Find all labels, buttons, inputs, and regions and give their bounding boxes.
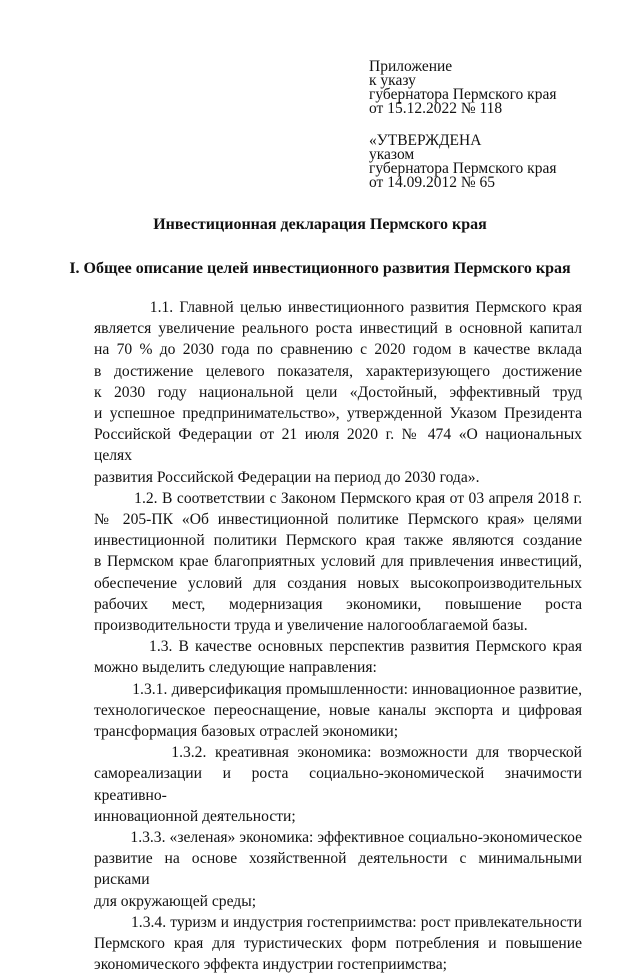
body-line: и успешное предпринимательство», утвержденной Указом Президента bbox=[94, 405, 582, 423]
body-line: Пермского края для туристических форм потребления и повышение bbox=[94, 935, 582, 953]
approval-line: указом bbox=[369, 146, 415, 163]
annex-block bbox=[369, 60, 556, 116]
body-line: 1.3.4. туризм и индустрия гостеприимства: рост привлекательности bbox=[94, 913, 582, 931]
document-body bbox=[94, 297, 582, 976]
body-line: рабочих мест, модернизация экономики, повышение роста bbox=[94, 595, 582, 613]
body-line: является увеличение реального роста инвестиций в основной капитал bbox=[94, 320, 582, 338]
body-line: в достижение целевого показателя, характеризующего достижение bbox=[94, 362, 582, 380]
approval-line: от 14.09.2012 № 65 bbox=[369, 174, 495, 191]
annex-line: губернатора Пермского края bbox=[369, 86, 557, 103]
annex-line: к указу bbox=[369, 72, 416, 89]
body-line: трансформация базовых отраслей экономики; bbox=[94, 723, 399, 741]
body-line: самореализации и роста социально-экономической значимости креативно- bbox=[94, 765, 582, 804]
body-line: инновационной деятельности; bbox=[94, 807, 296, 825]
body-line: для окружающей среды; bbox=[94, 892, 257, 910]
body-line: 1.2. В соответствии с Законом Пермского края от 03 апреля 2018 г. bbox=[94, 489, 582, 507]
body-line: 1.3. В качестве основных перспектив развития Пермского края bbox=[94, 638, 582, 656]
body-line: производительности труда и увеличение налогооблагаемой базы. bbox=[94, 617, 528, 635]
body-line: к 2030 году национальной цели «Достойный, эффективный труд bbox=[94, 383, 582, 401]
body-line: технологическое переоснащение, новые каналы экспорта и цифровая bbox=[94, 701, 582, 719]
body-line: 1.1. Главной целью инвестиционного развития Пермского края bbox=[94, 299, 582, 316]
annex-line: Приложение bbox=[369, 58, 453, 75]
body-line: 1.3.3. «зеленая» экономика: эффективное социально-экономическое bbox=[94, 829, 582, 847]
document-title: Инвестиционная декларация Пермского края bbox=[153, 216, 487, 233]
body-line: на 70 % до 2030 года по сравнению с 2020 годом в качестве вклада bbox=[94, 341, 582, 359]
body-line: развития Российской Федерации на период до 2030 года». bbox=[94, 468, 480, 486]
body-line: № 205-ПК «Об инвестиционной политике Пермского края» целями bbox=[94, 511, 582, 529]
approval-block bbox=[369, 134, 556, 190]
approval-line: губернатора Пермского края bbox=[369, 160, 557, 177]
annex-line: от 15.12.2022 № 118 bbox=[369, 100, 503, 117]
body-line: 1.3.2. креативная экономика: возможности для творческой bbox=[94, 744, 582, 762]
body-line: развитие на основе хозяйственной деятельности с минимальными рисками bbox=[94, 850, 582, 889]
body-line: экономического эффекта индустрии гостеприимства; bbox=[94, 956, 447, 974]
body-line: в Пермском крае благоприятных условий для привлечения инвестиций, bbox=[94, 553, 582, 571]
body-line: 1.3.1. диверсификация промышленности: инновационное развитие, bbox=[94, 680, 582, 698]
body-line: инвестиционной политики Пермского края также являются создание bbox=[94, 532, 582, 550]
body-line: можно выделить следующие направления: bbox=[94, 659, 377, 677]
approval-line: «УТВЕРЖДЕНА bbox=[369, 132, 482, 149]
body-line: обеспечение условий для создания новых высокопроизводительных bbox=[94, 574, 582, 592]
section-title: I. Общее описание целей инвестиционного развития Пермского края bbox=[69, 260, 571, 277]
body-line: Российской Федерации от 21 июля 2020 г. № 474 «О национальных целях bbox=[94, 426, 582, 465]
